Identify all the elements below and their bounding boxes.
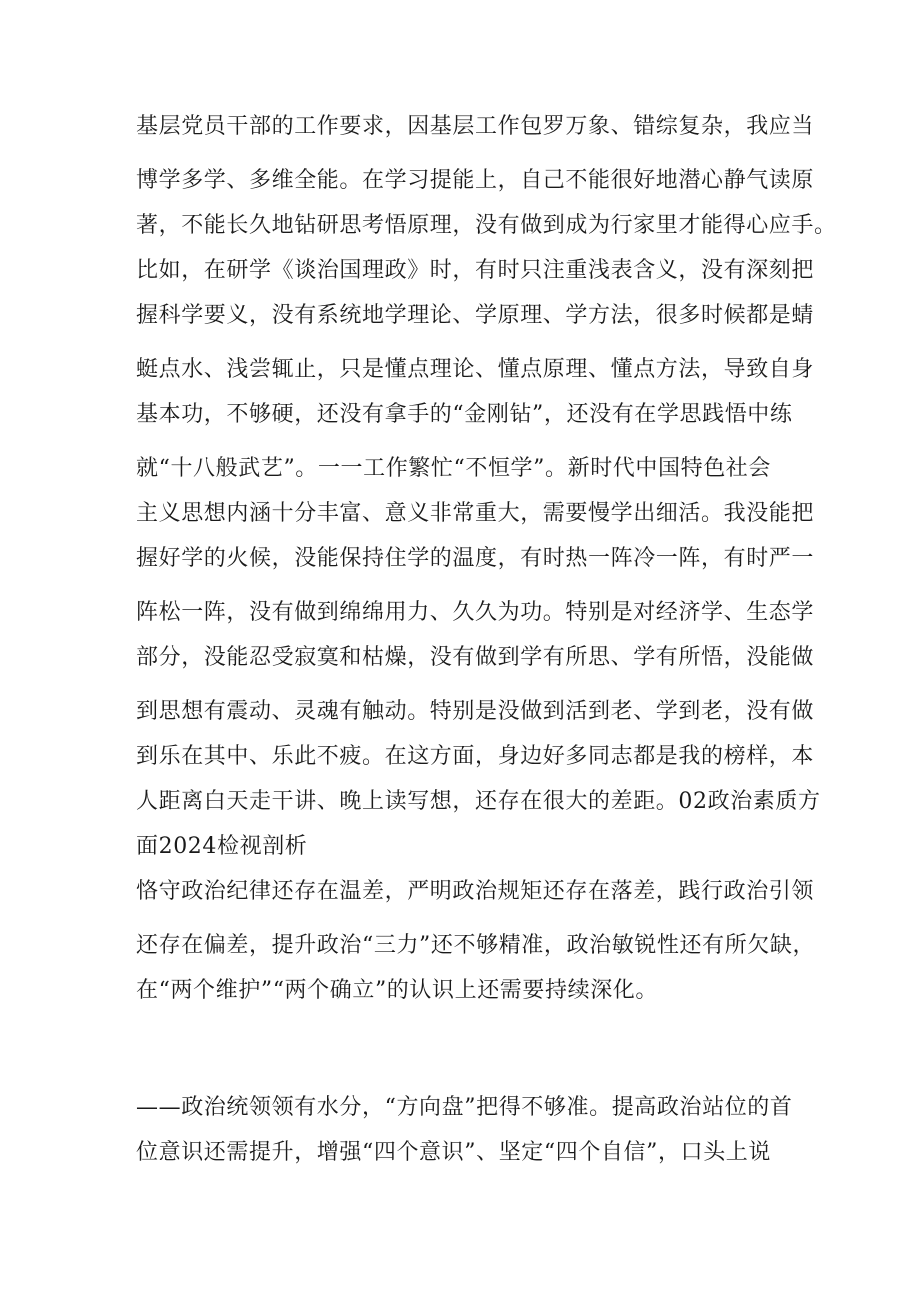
text-line: 还存在偏差，提升政治“三力”还不够精准，政治敏锐性还有所欠缺， — [136, 933, 816, 958]
text-line: 博学多学、多维全能。在学习提能上，自己不能很好地潜心静气读原 — [136, 168, 815, 193]
text-line: 人距离白天走干讲、晚上读写想，还存在很大的差距。02政治素质方 — [136, 789, 821, 814]
text-line: 到思想有震动、灵魂有触动。特别是没做到活到老、学到老，没有做 — [136, 699, 815, 724]
text-line: 主义思想内涵十分丰富、意义非常重大，需要慢学出细活。我没能把 — [136, 501, 815, 526]
text-line: 基本功，不够硬，还没有拿手的“金刚钻”，还没有在学思践悟中练 — [136, 402, 793, 427]
text-line: 恪守政治纪律还存在温差，严明政治规矩还存在落差，践行政治引领 — [136, 879, 815, 904]
text-line: 位意识还需提升，增强“四个意识”、坚定“四个自信”，口头上说 — [136, 1140, 771, 1165]
text-line: 阵松一阵，没有做到绵绵用力、久久为功。特别是对经济学、生态学 — [136, 600, 815, 625]
text-line: 著，不能长久地钻研思考悟原理，没有做到成为行家里才能得心应手。 — [136, 213, 837, 238]
text-line: 部分，没能忍受寂寞和枯燥，没有做到学有所思、学有所悟，没能做 — [136, 645, 815, 670]
text-line: 握科学要义，没有系统地学理论、学原理、学方法，很多时候都是蜻 — [136, 303, 815, 328]
text-line: 到乐在其中、乐此不疲。在这方面，身边好多同志都是我的榜样，本 — [136, 744, 815, 769]
text-line: 面2024检视剖析 — [136, 834, 308, 859]
text-line: 握好学的火候，没能保持住学的温度，有时热一阵冷一阵，有时严一 — [136, 546, 815, 571]
text-line: 就“十八般武艺”。一一工作繁忙“不恒学”。新时代中国特色社会 — [136, 456, 771, 481]
text-line: ——政治统领领有水分，“方向盘”把得不够准。提高政治站位的首 — [136, 1095, 793, 1120]
text-line: 蜓点水、浅尝辄止，只是懂点理论、懂点原理、懂点方法，导致自身 — [136, 357, 815, 382]
text-line: 基层党员干部的工作要求，因基层工作包罗万象、错综复杂，我应当 — [136, 114, 815, 139]
text-line: 在“两个维护”“两个确立”的认识上还需要持续深化。 — [136, 978, 658, 1003]
text-line: 比如，在研学《谈治国理政》时，有时只注重浅表含义，没有深刻把 — [136, 258, 815, 283]
